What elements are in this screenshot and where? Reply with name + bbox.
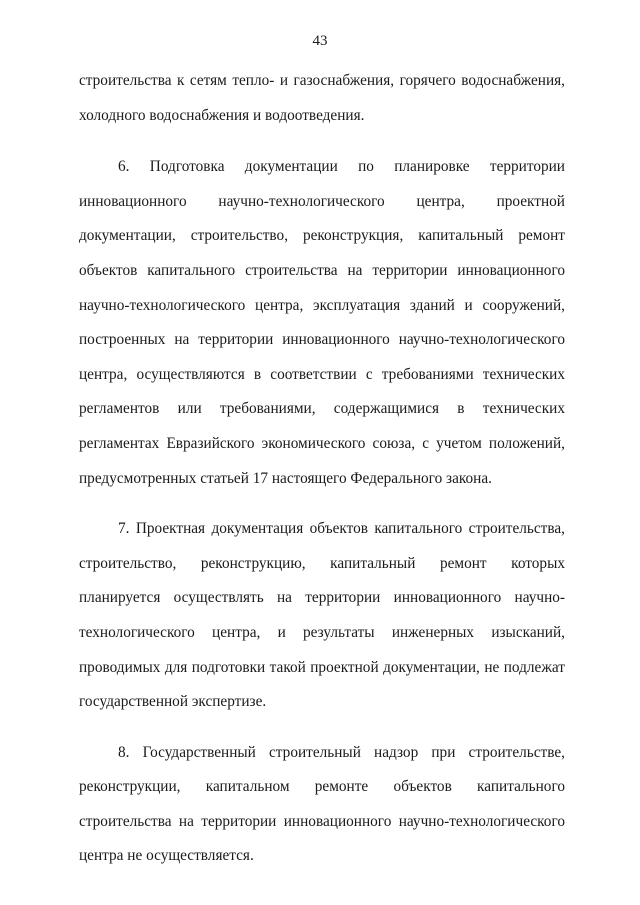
document-body xyxy=(79,64,565,891)
page-number: 43 xyxy=(312,33,328,49)
paragraph-continuation: строительства к сетям тепло- и газоснабжения, горячего водоснабжения, холодного водоснабжения и водоотведения. xyxy=(79,72,565,124)
paragraph-item-6: 6. Подготовка документации по планировке территории инновационного научно-технологического центра, проектной документации, строительство, реконструкция, капитальный ремонт объектов капитального строительства на территории инновационного научно-технологического центра, эксплуатация зданий и сооружений, построенных на территории инновационного научно-технологического центра, осуществляются в соответствии с требованиями технических регламентов или требованиями, содержащимися в технических регламентах Евразийского экономического союза, с учетом положений, предусмотренных статьей 17 настоящего Федерального закона. xyxy=(79,158,565,487)
paragraph-item-8: 8. Государственный строительный надзор при строительстве, реконструкции, капитальном ремонте объектов капитального строительства на территории инновационного научно-технологического центра не осуществляется. xyxy=(79,743,565,865)
paragraph-item-7: 7. Проектная документация объектов капитального строительства, строительство, реконструкцию, капитальный ремонт которых планируется осуществлять на территории инновационного научно-технологического центра, и результаты инженерных изысканий, проводимых для подготовки такой проектной документации, не подлежат государственной экспертизе. xyxy=(79,520,565,711)
